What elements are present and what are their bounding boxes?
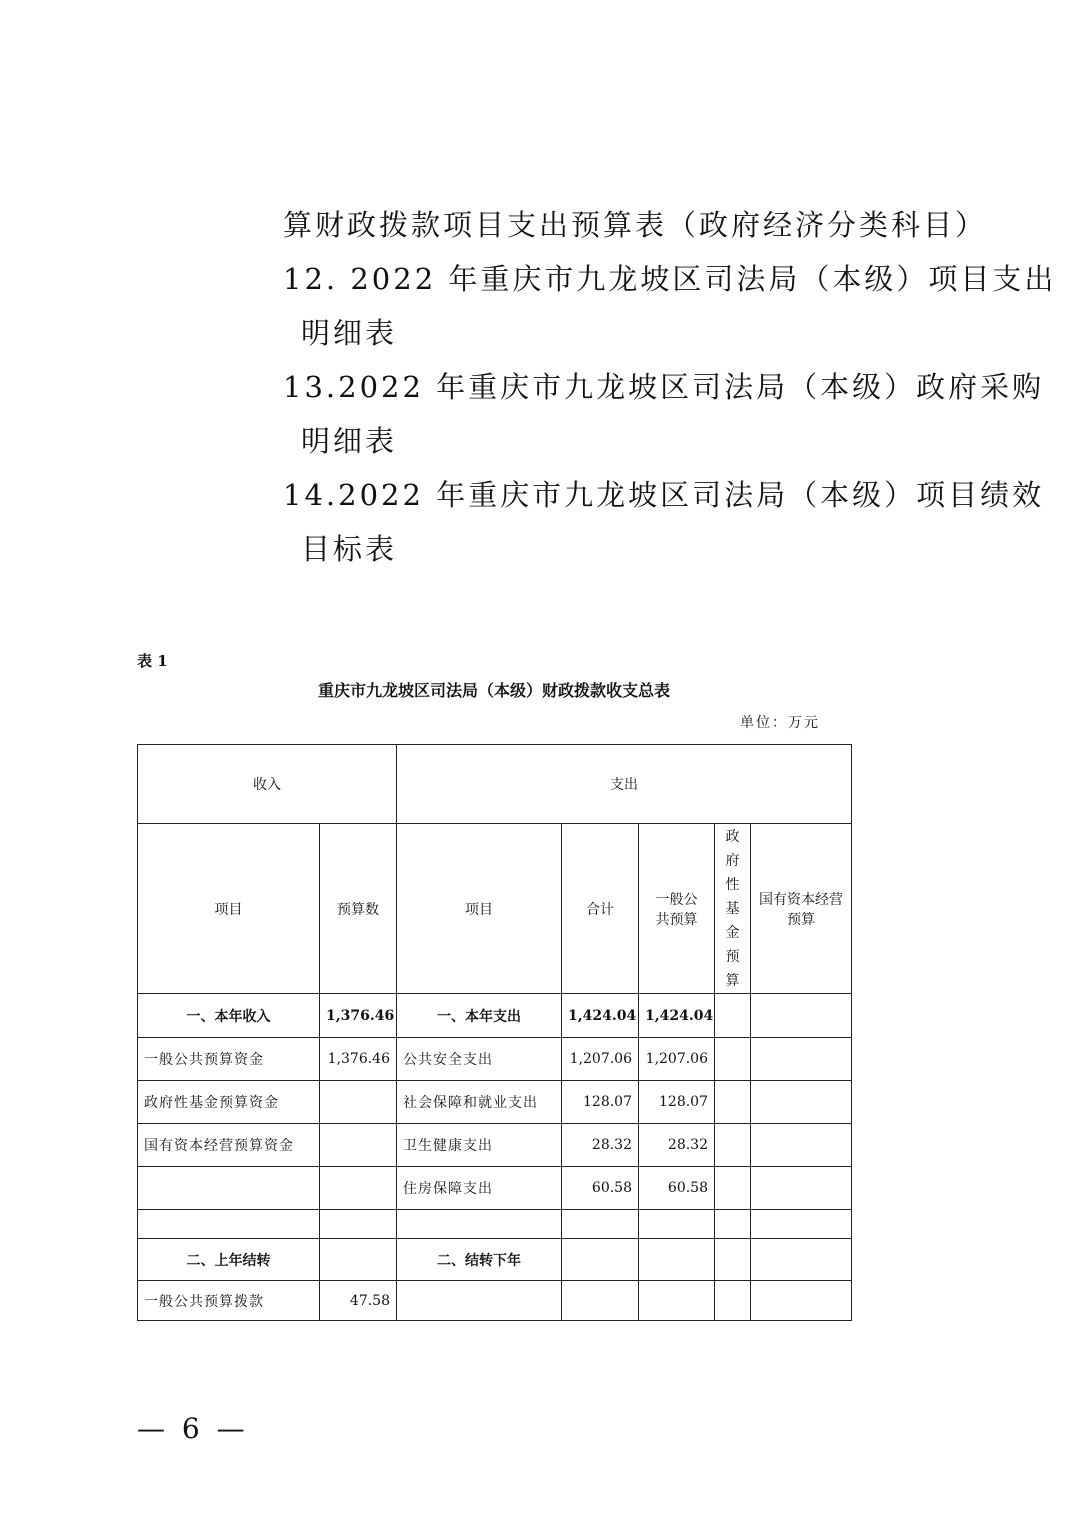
- header-row-columns: [138, 824, 852, 994]
- general-budget-cell: [639, 1210, 715, 1239]
- fund-budget-cell: [715, 1281, 751, 1321]
- expense-item-cell: 一、本年支出: [397, 994, 562, 1038]
- state-budget-cell: [751, 1210, 852, 1239]
- general-budget-cell: 1,207.06: [639, 1038, 715, 1081]
- fund-budget-cell: [715, 1167, 751, 1210]
- income-amount-cell: [320, 1081, 397, 1124]
- expense-item-cell: [397, 1281, 562, 1321]
- fund-budget-cell: [715, 1038, 751, 1081]
- fund-budget-cell: [715, 994, 751, 1038]
- fund-budget-cell: [715, 1239, 751, 1281]
- state-budget-cell: [751, 1281, 852, 1321]
- general-budget-cell: 1,424.04: [639, 994, 715, 1038]
- state-budget-cell: [751, 1239, 852, 1281]
- total-cell: 128.07: [562, 1081, 639, 1124]
- total-cell: 1,207.06: [562, 1038, 639, 1081]
- list-line: 目标表: [301, 532, 398, 566]
- income-amount-cell: 1,376.46: [320, 994, 397, 1038]
- list-line: 算财政拨款项目支出预算表（政府经济分类科目）: [283, 208, 988, 242]
- total-cell: 1,424.04: [562, 994, 639, 1038]
- state-budget-cell: [751, 1167, 852, 1210]
- general-budget-cell: 128.07: [639, 1081, 715, 1124]
- expense-item-cell: 公共安全支出: [397, 1038, 562, 1081]
- list-line: 14.2022 年重庆市九龙坡区司法局（本级）项目绩效: [283, 478, 1045, 512]
- expense-header: 支出: [397, 745, 852, 824]
- table-row: [138, 994, 852, 1038]
- col-header-income-item: 项目: [138, 824, 320, 994]
- list-line: 12. 2022 年重庆市九龙坡区司法局（本级）项目支出: [283, 262, 1057, 296]
- state-budget-cell: [751, 994, 852, 1038]
- col-header-expense-item: 项目: [397, 824, 562, 994]
- general-budget-cell: 28.32: [639, 1124, 715, 1167]
- fund-budget-cell: [715, 1081, 751, 1124]
- income-item-cell: 政府性基金预算资金: [138, 1081, 320, 1124]
- total-cell: 28.32: [562, 1124, 639, 1167]
- list-line: 明细表: [301, 424, 398, 458]
- header-row-top: [138, 745, 852, 824]
- fund-budget-cell: [715, 1210, 751, 1239]
- income-amount-cell: 47.58: [320, 1281, 397, 1321]
- table-row: [138, 1081, 852, 1124]
- general-budget-cell: [639, 1281, 715, 1321]
- col-header-total: 合计: [562, 824, 639, 994]
- income-amount-cell: [320, 1124, 397, 1167]
- expense-item-cell: [397, 1210, 562, 1239]
- table-row: [138, 1167, 852, 1210]
- attachment-list: [283, 198, 1057, 576]
- expense-item-cell: 卫生健康支出: [397, 1124, 562, 1167]
- col-header-general: 一般公共预算: [639, 824, 715, 994]
- income-header: 收入: [138, 745, 397, 824]
- page-number: — 6 —: [137, 1412, 249, 1445]
- expense-item-cell: 住房保障支出: [397, 1167, 562, 1210]
- table-title: 重庆市九龙坡区司法局（本级）财政拨款收支总表: [317, 681, 670, 700]
- state-budget-cell: [751, 1038, 852, 1081]
- income-amount-cell: [320, 1167, 397, 1210]
- general-budget-cell: 60.58: [639, 1167, 715, 1210]
- income-item-cell: 一般公共预算拨款: [138, 1281, 320, 1321]
- state-budget-cell: [751, 1124, 852, 1167]
- total-cell: [562, 1281, 639, 1321]
- income-amount-cell: [320, 1210, 397, 1239]
- income-item-cell: [138, 1167, 320, 1210]
- table-row: [138, 1210, 852, 1239]
- income-item-cell: 二、上年结转: [138, 1239, 320, 1281]
- income-item-cell: 一般公共预算资金: [138, 1038, 320, 1081]
- total-cell: 60.58: [562, 1167, 639, 1210]
- income-amount-cell: [320, 1239, 397, 1281]
- expense-item-cell: 社会保障和就业支出: [397, 1081, 562, 1124]
- income-amount-cell: 1,376.46: [320, 1038, 397, 1081]
- list-line: 明细表: [301, 316, 398, 350]
- fund-budget-cell: [715, 1124, 751, 1167]
- table-row: [138, 1239, 852, 1281]
- income-item-cell: 国有资本经营预算资金: [138, 1124, 320, 1167]
- total-cell: [562, 1239, 639, 1281]
- table-row: [138, 1038, 852, 1081]
- state-budget-cell: [751, 1081, 852, 1124]
- total-cell: [562, 1210, 639, 1239]
- col-header-state: 国有资本经营预算: [751, 824, 852, 994]
- table-row: [138, 1124, 852, 1167]
- general-budget-cell: [639, 1239, 715, 1281]
- unit-label: 单位：万元: [740, 715, 820, 731]
- budget-table: [137, 744, 852, 1321]
- income-item-cell: 一、本年收入: [138, 994, 320, 1038]
- col-header-fund: [715, 824, 751, 994]
- col-header-budget: 预算数: [320, 824, 397, 994]
- expense-item-cell: 二、结转下年: [397, 1239, 562, 1281]
- list-line: 13.2022 年重庆市九龙坡区司法局（本级）政府采购: [283, 370, 1045, 404]
- table-row: [138, 1281, 852, 1321]
- income-item-cell: [138, 1210, 320, 1239]
- table-number: 表 1: [137, 652, 168, 670]
- col-header-fund-text: 政府性基金预算: [725, 828, 740, 989]
